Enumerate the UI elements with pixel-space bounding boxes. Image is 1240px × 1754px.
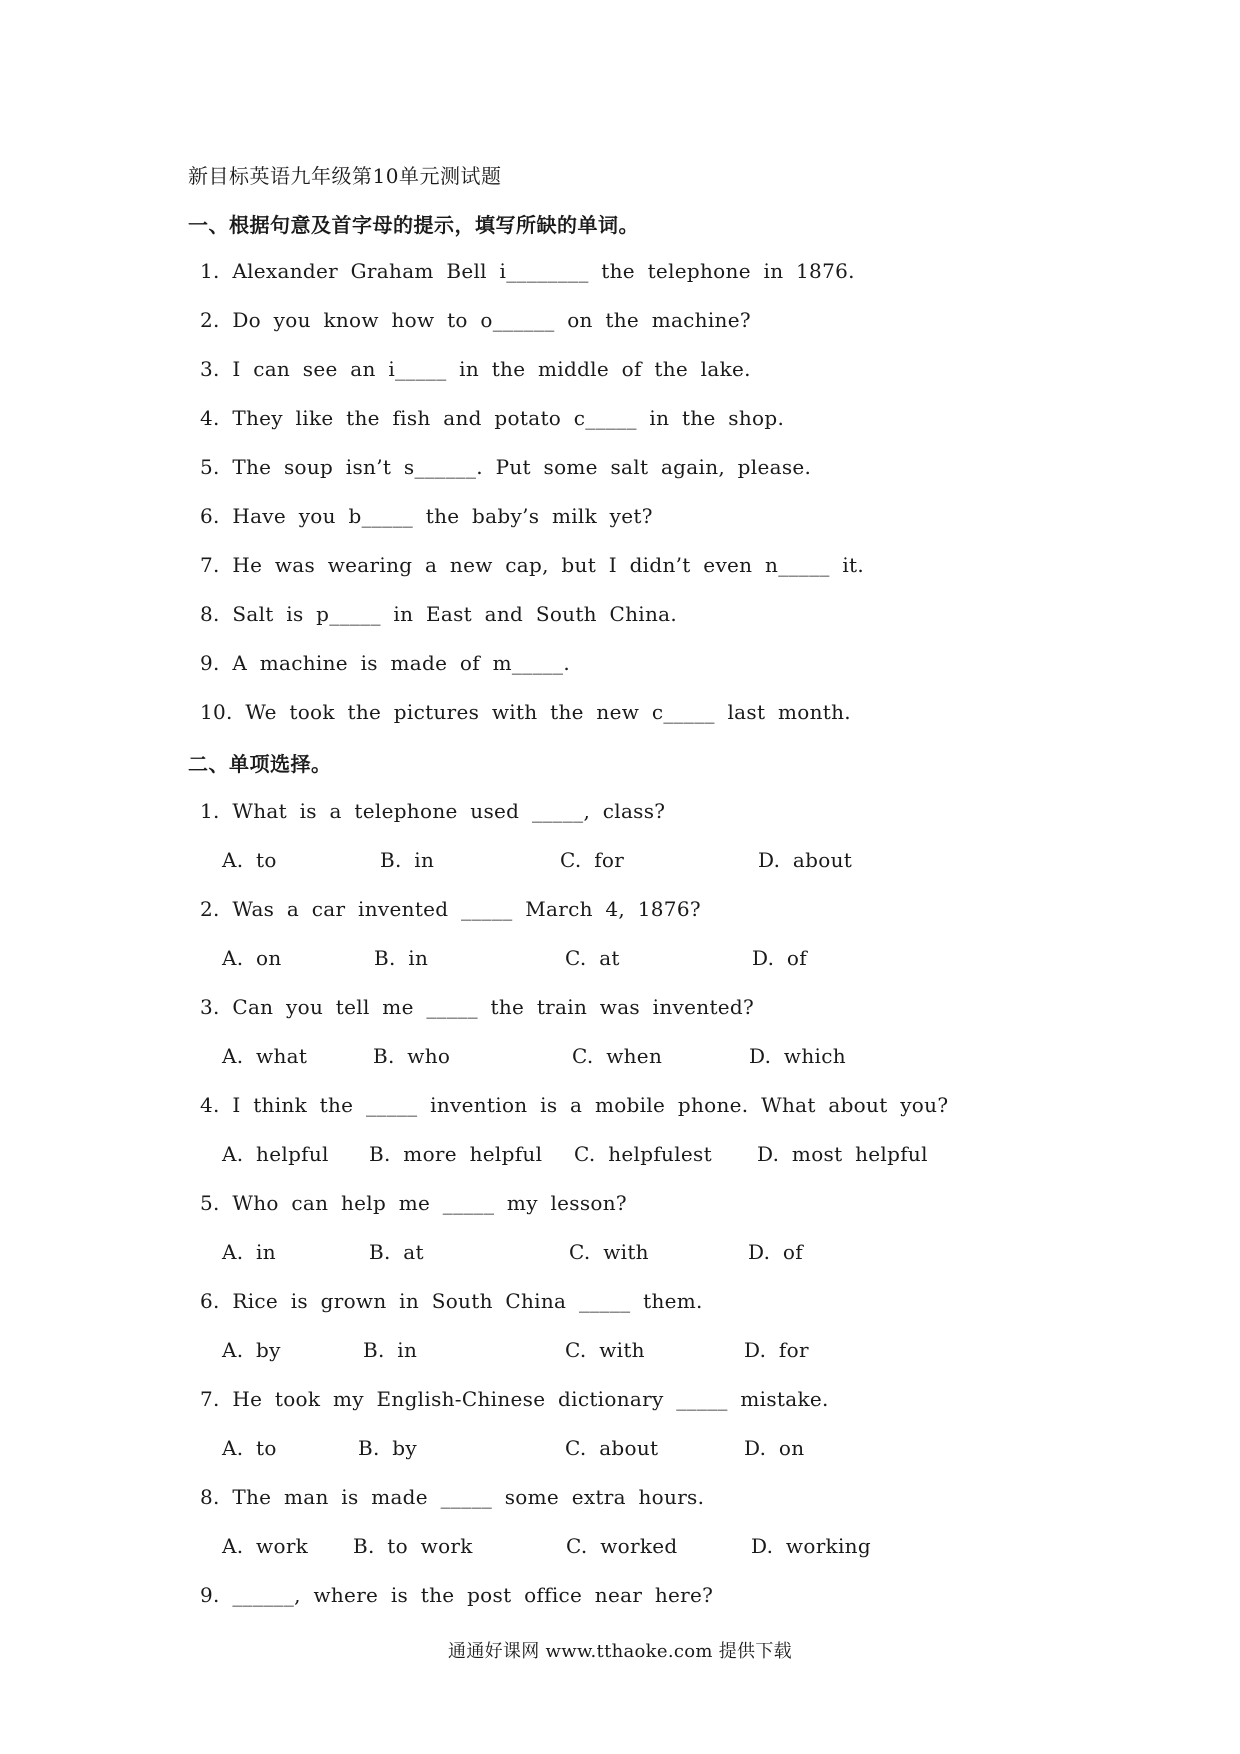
mc-q4-option-a: A. helpful (222, 1142, 329, 1166)
mc-question-1: 1. What is a telephone used _____, class? (200, 799, 666, 823)
mc-question-5: 5. Who can help me _____ my lesson? (200, 1191, 627, 1215)
mc-q3-option-b: B. who (373, 1044, 451, 1068)
mc-q8-option-d: D. working (751, 1534, 871, 1558)
fill-blank-item-3: 3. I can see an i_____ in the middle of the lake. (200, 357, 751, 381)
fill-blank-item-8: 8. Salt is p_____ in East and South China. (200, 602, 678, 626)
mc-q3-option-a: A. what (222, 1044, 308, 1068)
mc-q6-option-b: B. in (363, 1338, 418, 1362)
mc-q7-option-a: A. to (222, 1436, 277, 1460)
mc-q7-option-b: B. by (358, 1436, 418, 1460)
mc-question-6: 6. Rice is grown in South China _____ them. (200, 1289, 703, 1313)
fill-blank-item-6: 6. Have you b_____ the baby’s milk yet? (200, 504, 653, 528)
mc-question-4: 4. I think the _____ invention is a mobile phone. What about you? (200, 1093, 949, 1117)
fill-blank-item-7: 7. He was wearing a new cap, but I didn’t even n_____ it. (200, 553, 865, 577)
section-1-heading: 一、根据句意及首字母的提示，填写所缺的单词。 (188, 213, 639, 237)
mc-q5-option-c: C. with (569, 1240, 649, 1264)
mc-q7-option-c: C. about (565, 1436, 659, 1460)
mc-q4-option-b: B. more helpful (369, 1142, 543, 1166)
fill-blank-item-2: 2. Do you know how to o______ on the machine? (200, 308, 751, 332)
fill-blank-item-4: 4. They like the fish and potato c_____ in the shop. (200, 406, 785, 430)
mc-question-3: 3. Can you tell me _____ the train was invented? (200, 995, 755, 1019)
mc-q1-option-c: C. for (560, 848, 625, 872)
mc-q1-option-a: A. to (222, 848, 277, 872)
mc-q3-option-d: D. which (749, 1044, 846, 1068)
mc-q5-option-b: B. at (369, 1240, 424, 1264)
mc-question-2: 2. Was a car invented _____ March 4, 1876? (200, 897, 701, 921)
fill-blank-item-1: 1. Alexander Graham Bell i________ the telephone in 1876. (200, 259, 855, 283)
mc-q7-option-d: D. on (744, 1436, 805, 1460)
mc-q2-option-a: A. on (222, 946, 282, 970)
document-title: 新目标英语九年级第10单元测试题 (188, 164, 502, 188)
mc-question-9: 9. ______, where is the post office near here? (200, 1583, 714, 1607)
mc-q1-option-d: D. about (758, 848, 853, 872)
mc-q4-option-c: C. helpfulest (574, 1142, 712, 1166)
mc-q6-option-c: C. with (565, 1338, 645, 1362)
mc-q5-option-a: A. in (222, 1240, 276, 1264)
mc-question-7: 7. He took my English-Chinese dictionary _____ mistake. (200, 1387, 829, 1411)
fill-blank-item-5: 5. The soup isn’t s______. Put some salt again, please. (200, 455, 812, 479)
fill-blank-item-10: 10. We took the pictures with the new c_____ last month. (200, 700, 851, 724)
mc-q2-option-b: B. in (374, 946, 429, 970)
page-footer: 通通好课网 www.tthaoke.com 提供下载 (448, 1641, 792, 1662)
mc-q8-option-c: C. worked (566, 1534, 678, 1558)
mc-q8-option-b: B. to work (353, 1534, 473, 1558)
fill-blank-item-9: 9. A machine is made of m_____. (200, 651, 571, 675)
mc-q2-option-c: C. at (565, 946, 620, 970)
mc-q8-option-a: A. work (222, 1534, 309, 1558)
mc-q4-option-d: D. most helpful (757, 1142, 928, 1166)
mc-q5-option-d: D. of (748, 1240, 803, 1264)
mc-q6-option-d: D. for (744, 1338, 809, 1362)
mc-q6-option-a: A. by (222, 1338, 281, 1362)
mc-question-8: 8. The man is made _____ some extra hours. (200, 1485, 705, 1509)
section-2-heading: 二、单项选择。 (188, 752, 332, 776)
mc-q1-option-b: B. in (380, 848, 435, 872)
mc-q3-option-c: C. when (572, 1044, 663, 1068)
mc-q2-option-d: D. of (752, 946, 807, 970)
